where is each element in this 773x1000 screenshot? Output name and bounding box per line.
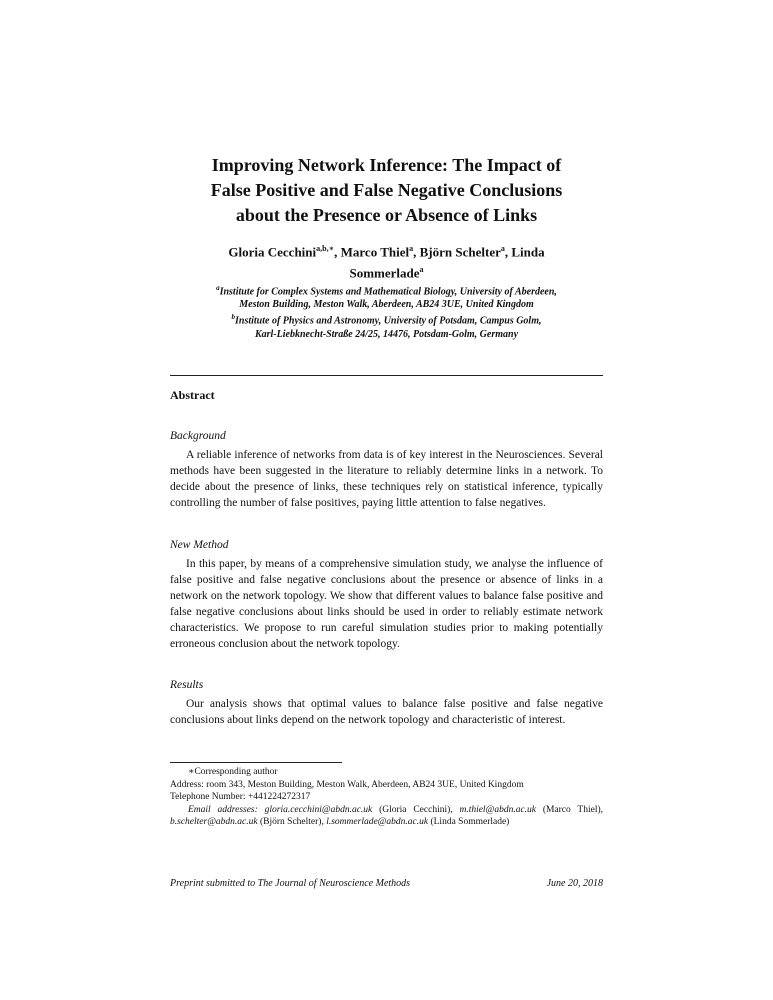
affil-mark: b [231, 313, 235, 322]
author-name: Sommerlade [349, 265, 420, 281]
new-method-title: New Method [170, 539, 229, 551]
email-label: Email addresses: [188, 804, 258, 815]
author-list: Gloria Cecchini$^{a,b,∗}$, Marco Thiel$^a$, Björn Schelter$^a$, Linda Sommerlade$^a$ [228, 244, 545, 281]
paper-title [150, 153, 623, 228]
page-footer [170, 878, 603, 889]
paper-page [170, 0, 603, 1000]
affiliations [162, 282, 611, 341]
author-name: Björn Schelter [419, 244, 501, 260]
address-note: Address: room 343, Meston Building, Meston Walk, Aberdeen, AB24 3UE, United Kingdom [170, 779, 524, 790]
author-name: Linda [511, 244, 545, 260]
author-name: Marco Thiel [340, 244, 410, 260]
email-link[interactable]: b.schelter@abdn.ac.uk [170, 817, 258, 827]
email-link[interactable]: l.sommerlade@abdn.ac.uk [326, 817, 429, 827]
email-owner: (Björn Schelter), [260, 817, 324, 827]
results-section [170, 677, 603, 728]
background-section [170, 428, 603, 511]
affiliation-a-line-1: Institute for Complex Systems and Mathematical Biology, University of Aberdeen, [219, 286, 557, 298]
affil-mark: a [216, 284, 220, 292]
preprint-date: June 20, 2018 [546, 878, 603, 889]
abstract-heading: Abstract [170, 388, 215, 402]
new-method-section [170, 537, 603, 652]
author-name: Gloria Cecchini [228, 244, 317, 260]
email-link[interactable]: m.thiel@abdn.ac.uk [459, 804, 536, 815]
phone-note: Telephone Number: +441224272317 [170, 792, 311, 802]
footnote-rule [170, 762, 342, 763]
author-affil-mark: a [500, 244, 505, 253]
results-title: Results [170, 679, 204, 691]
corresponding-author-note: ∗Corresponding author [188, 767, 278, 777]
results-text: Our analysis shows that optimal values to balance false positive and false negative conclusions about links depend on the network topology and characteristic of interest. [170, 698, 603, 726]
affiliation-a-line-2: Meston Building, Meston Walk, Aberdeen, AB24 3UE, United Kingdom [239, 299, 534, 311]
email-owner: (Gloria Cecchini), [379, 804, 453, 815]
title-line-2: False Positive and False Negative Conclusions [210, 180, 563, 200]
author-affil-mark: a [419, 265, 424, 275]
email-link[interactable]: gloria.cecchini@abdn.ac.uk [264, 804, 373, 815]
title-line-1: Improving Network Inference: The Impact of [211, 155, 562, 175]
author-affil-mark: a [409, 244, 414, 253]
affiliation-b-line-2: Karl-Liebknecht-Straße 24/25, 14476, Potsdam-Golm, Germany [254, 328, 519, 340]
background-text: A reliable inference of networks from data is of key interest in the Neurosciences. Several methods have been suggested in the literature to reliably determine links in a network. To decide about the presence of links, these techniques rely on statistical inference, typically controlling the number of false positives, paying little attention to false negatives. [170, 449, 603, 509]
background-title: Background [170, 430, 226, 442]
email-note [170, 804, 603, 829]
footnotes [170, 766, 603, 829]
new-method-text: In this paper, by means of a comprehensive simulation study, we analyse the influence of false positive and false negative conclusions about the presence or absence of links in a network on the network topology. We show that different values to balance false positive and false negative conclusions about links should be used in order to reliably estimate network characteristics. We propose to run careful simulation studies prior to making potentially erroneous conclusion about the network topology. [170, 558, 603, 650]
email-owner: (Marco Thiel), [542, 804, 603, 815]
affiliation-b-line-1: Institute of Physics and Astronomy, University of Potsdam, Campus Golm, [234, 315, 542, 327]
email-owner: (Linda Sommerlade) [430, 817, 510, 827]
title-line-3: about the Presence or Absence of Links [235, 205, 538, 225]
preprint-note: Preprint submitted to The Journal of Neuroscience Methods [170, 878, 411, 889]
abstract-rule [170, 375, 603, 376]
author-affil-mark: a,b,∗ [316, 244, 335, 253]
